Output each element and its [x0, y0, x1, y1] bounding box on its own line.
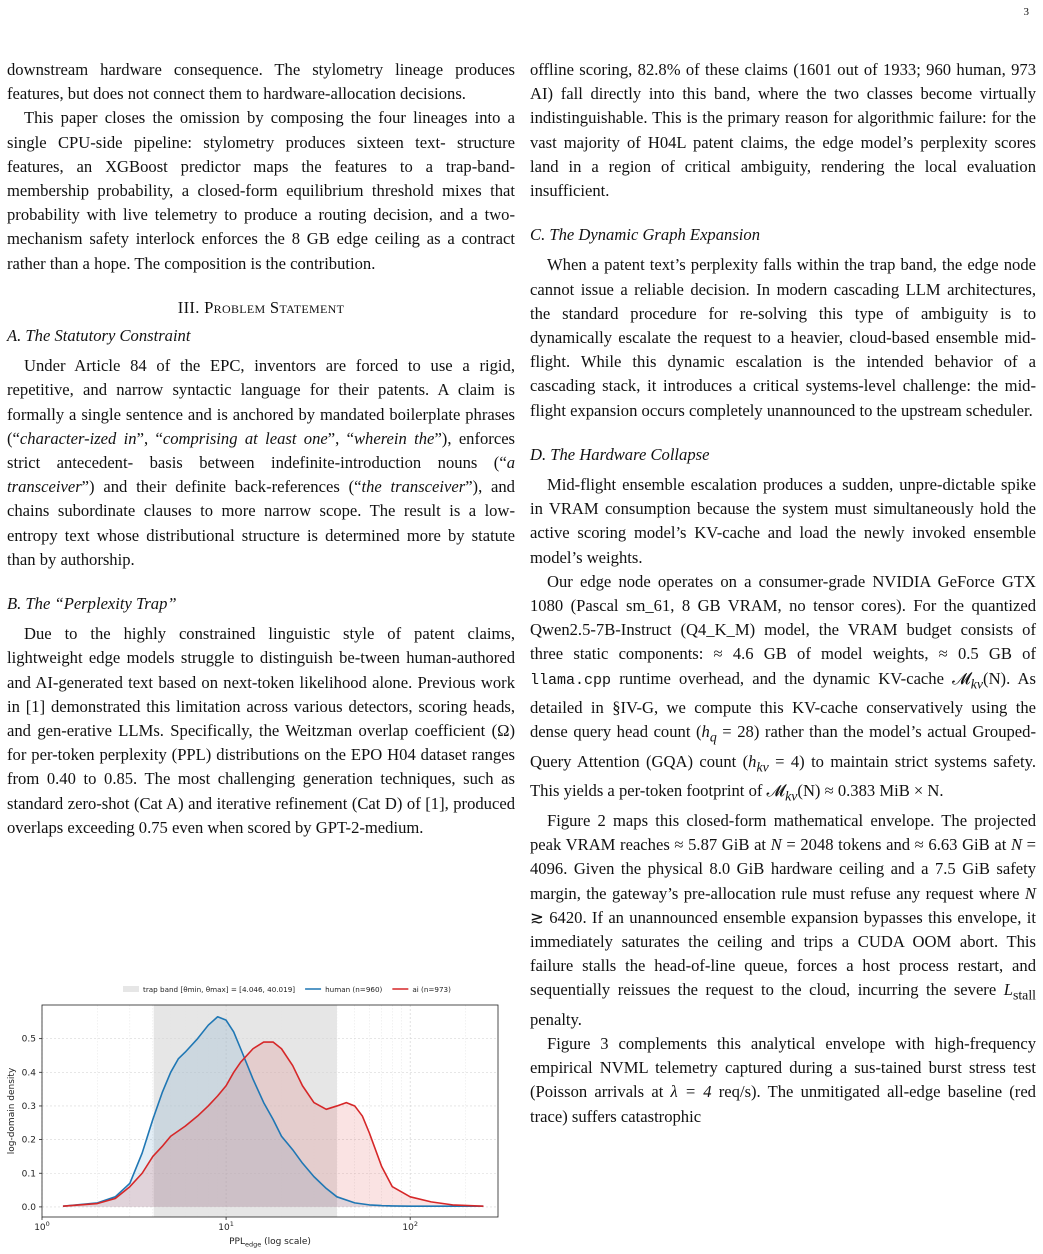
- paragraph: offline scoring, 82.8% of these claims (1601 out of 1933; 960 human, 973 AI) fall directly into this band, where the two classes become virtually indistinguishable. This is the primary reason for algorithmic failure: for the vast majority of H04L patent claims, the edge model’s perplexity scores land in a region of critical ambiguity, rendering the local evaluation insufficient.: [530, 60, 1036, 201]
- subsection-heading: D. The Hardware Collapse: [530, 444, 710, 464]
- left-column: [7, 58, 515, 840]
- x-tick-label: $10^2$: [402, 1220, 418, 1233]
- paragraph: downstream hardware consequence. The stylometry lineage produces features, but does not connect them to hardware-allocation decisions.: [7, 60, 515, 104]
- subsection-heading: A. The Statutory Constraint: [7, 326, 191, 346]
- y-tick-label: 0.1: [21, 1169, 36, 1180]
- series-area-1: [63, 1042, 483, 1207]
- legend-label: ai (n=973): [412, 985, 451, 994]
- x-tick-label: $10^0$: [34, 1220, 50, 1233]
- paragraph: Mid-flight ensemble escalation produces a sudden, unpre-dictable spike in VRAM consumption because the system must simultaneously hold the active scoring model’s KV-cache and load the newly invoked ensemble model’s weights.: [530, 475, 1036, 567]
- y-tick-label: 0.5: [21, 1034, 36, 1045]
- y-tick-label: 0.4: [21, 1068, 36, 1079]
- figure-density-chart: [0, 945, 510, 1254]
- y-axis-label: log-domain density: [7, 1067, 17, 1155]
- chart-svg: [0, 945, 510, 1254]
- x-axis-label: $PPL_{edge}$ (log scale): [229, 1237, 311, 1249]
- paragraph: Due to the highly constrained linguistic style of patent claims, lightweight edge models struggle to distinguish be-tween human-authored and AI-generated text based on next-token likelihood alone. Previous work in [1] demonstrated this limitation across various detectors, scoring heads, and gen-erative LLMs. Specifically, the Weitzman overlap coefficient (Ω) for per-token perplexity (PPL) distributions on the EPO H04 dataset ranges from 0.40 to 0.85. The most challenging generation techniques, such as standard zero-shot (Cat A) and iterative refinement (Cat D) of [1], produced overlaps exceeding 0.75 even when scored by GPT-2-medium.: [7, 624, 515, 837]
- paragraph: Our edge node operates on a consumer-grade NVIDIA GeForce GTX 1080 (Pascal sm_61, 8 GB VRAM, no tensor cores). For the quantized Qwen2.5-7B-Instruct (Q4_K_M) model, the VRAM budget consists of three static components: ≈ 4.6 GB of model weights, ≈ 0.5 GB of llama.cpp runtime overhead, and the dynamic KV-cache 𝓜$_{kv}$(N). As detailed in §IV-G, we compute this KV-cache conservatively using the dense query head count $(h_q = 28)$ rather than the model’s actual Grouped-Query Attention (GQA) count $(h_{kv} = 4)$ to maintain strict systems safety. This yields a per-token footprint of 𝓜$_{kv}$(N) ≈ 0.383 MiB × N.: [530, 571, 1036, 804]
- y-tick-label: 0.0: [21, 1202, 36, 1213]
- legend-label: human (n=960): [325, 985, 383, 994]
- paragraph: Figure 3 complements this analytical envelope with high-frequency empirical NVML telemetry captured during a sus-tained burst stress test (Poisson arrivals at λ = 4 req/s). The unmitigated all-edge baseline (red trace) suffers catastrophic: [530, 1034, 1036, 1126]
- right-column: [530, 58, 1036, 1129]
- y-tick-label: 0.2: [21, 1135, 36, 1146]
- legend-swatch-band: [123, 986, 139, 992]
- page-number: 3: [1023, 6, 1029, 18]
- paragraph: Under Article 84 of the EPC, inventors are forced to use a rigid, repetitive, and narrow syntactic language for their patents. A claim is formally a single sentence and is anchored by mandated boilerplate phrases (“character-ized in”, “comprising at least one”, “wherein the”), enforces strict antecedent- basis between indefinite-introduction nouns (“a transceiver”) and their definite back-references (“the transceiver”), and chains subordinate clauses to more narrow scope. The result is a low-entropy text whose distributional structure is determined more by statute than by authorship.: [7, 356, 516, 569]
- subsection-heading: B. The “Perplexity Trap”: [7, 594, 177, 614]
- subsection-heading: C. The Dynamic Graph Expansion: [530, 225, 760, 245]
- paragraph: This paper closes the omission by composing the four lineages into a single CPU-side pipeline: stylometry produces sixteen text- structure features, an XGBoost predictor maps the features to a trap-band-membership probability, a closed-form equilibrium threshold mixes that probability with live telemetry to produce a routing decision, and a two-mechanism safety interlock enforces the 8 GB edge ceiling as a contract rather than a hope. The composition is the contribution.: [7, 108, 515, 273]
- x-tick-label: $10^1$: [218, 1220, 234, 1233]
- y-tick-label: 0.3: [21, 1101, 36, 1112]
- paragraph: When a patent text’s perplexity falls within the trap band, the edge node cannot issue a reliable decision. In modern cascading LLM architectures, the standard procedure for re-solving this type of ambiguity is to dynamically escalate the request to a heavier, cloud-based ensemble mid-flight. While this dynamic escalation is the intended behavior of a cascading stack, it introduces a critical systems-level challenge: the mid-flight expansion occurs completely unannounced to the upstream scheduler.: [530, 255, 1036, 420]
- legend-label: trap band [θmin, θmax] = [4.046, 40.019]: [143, 985, 296, 994]
- section-heading: III. Problem Statement: [177, 297, 345, 317]
- paragraph: Figure 2 maps this closed-form mathematical envelope. The projected peak VRAM reaches ≈ 5.87 GiB at N = 2048 tokens and ≈ 6.63 GiB at N = 4096. Given the physical 8.0 GiB hardware ceiling and a 7.5 GiB safety margin, the gateway’s pre-allocation rule must refuse any request where N ≳ 6420. If an unannounced ensemble expansion bypasses this envelope, it immediately saturates the ceiling and trips a CUDA OOM abort. This failure stalls the head-of-line queue, forces a host process restart, and sequentially reissues the request to the cloud, incurring the severe $L_{stall}$ penalty.: [530, 810, 1037, 1029]
